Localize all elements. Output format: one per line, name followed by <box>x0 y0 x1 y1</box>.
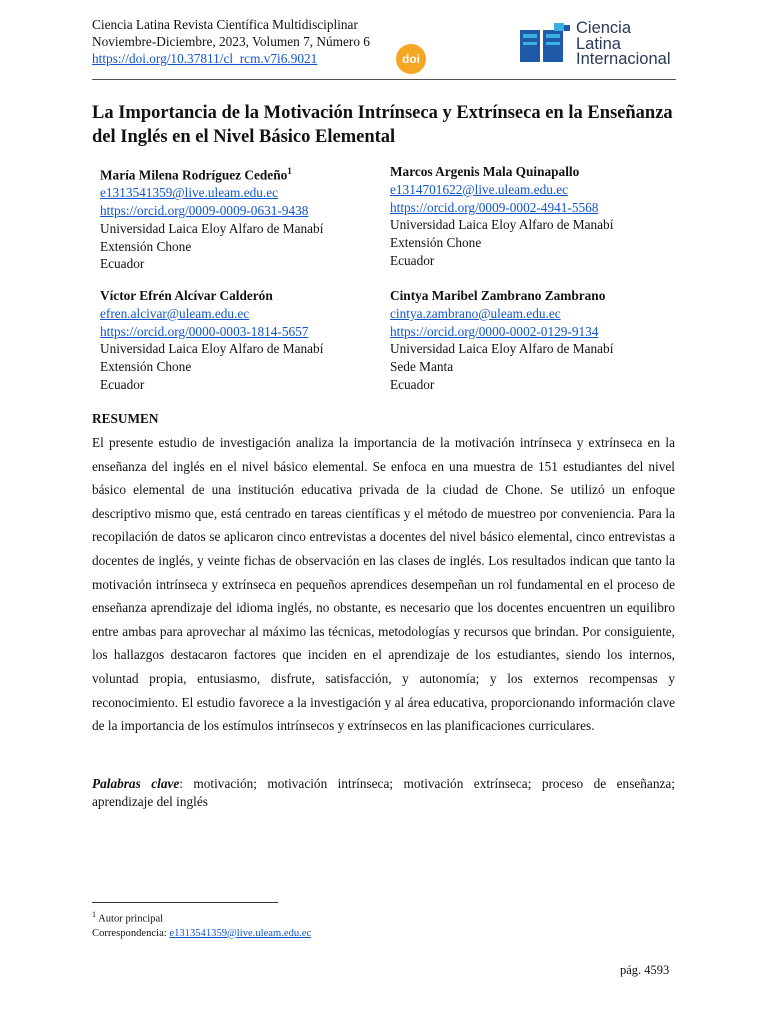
page-number: pág. 4593 <box>620 963 670 977</box>
keywords-text: : motivación; motivación intrínseca; motivación extrínseca; proceso de enseñanza; aprendizaje del inglés <box>92 776 675 809</box>
paper-title: La Importancia de la Motivación Intrínseca y Extrínseca en la Enseñanza del Inglés en el Nivel Básico Elemental <box>92 103 673 147</box>
correspondence-label: Correspondencia: <box>92 927 170 939</box>
logo-line-3: Internacional <box>576 50 671 68</box>
author-campus: Sede Manta <box>390 359 454 375</box>
logo-text <box>576 21 670 68</box>
author-country: Ecuador <box>390 376 435 392</box>
author-footnote-marker: 1 <box>287 166 292 176</box>
author-orcid[interactable]: https://orcid.org/0000-0003-1814-5657 <box>100 323 309 339</box>
footnote-divider <box>92 902 278 903</box>
author-block-3 <box>100 287 385 394</box>
author-email[interactable]: e1313541359@live.uleam.edu.ec <box>100 185 279 201</box>
footnote-note: Autor principal <box>98 913 164 925</box>
author-email[interactable]: efren.alcivar@uleam.edu.ec <box>100 305 250 321</box>
doi-icon: doi <box>396 44 426 74</box>
footnote-marker: 1 <box>92 910 96 919</box>
page-header <box>92 16 676 78</box>
abstract-text: El presente estudio de investigación analiza la importancia de la motivación intrínseca y extrínseca en la enseñanza del inglés en el nivel básico elemental. Se enfoca en una muestra de 151 estudiantes del nivel básico elemental de una institución educativa privada de la ciudad de Chone. Se utilizó un enfoque descriptivo mismo que, está centrado en tareas científicas y el método de muestreo por conveniencia. Para la recopilación de datos se aplicaron cinco entrevistas a docentes del nivel básico elemental, cinco entrevistas a docentes de inglés, y veinte fichas de observación en las clases de inglés. Los resultados indican que tanto la motivación intrínseca y extrínseca en pequeños aprendices desempeñan un rol fundamental en el proceso de enseñanza aprendizaje del idioma inglés, no obstante, es necesario que los docentes encuentren un equilibro entre ambas para aprovechar al máximo las técnicas, metodologías y recursos que brindan. Por consiguiente, los hallazgos destacaron factores que inciden en el aprendizaje de los estudiantes, siendo los internos, voluntad propia, entusiasmo, disfrute, satisfacción, y autonomía; y los externos recompensas y reconocimiento. El estudio favorece a la investigación y al área educativa, proporcionando información clave de la importancia de los estímulos intrínsecos y extrínsecos en las planificaciones curriculares. <box>92 435 675 734</box>
correspondence-email[interactable]: e1313541359@live.uleam.edu.ec <box>169 927 312 939</box>
keywords <box>92 775 675 810</box>
author-name: Víctor Efrén Alcívar Calderón <box>100 288 273 303</box>
author-block-1 <box>100 163 385 273</box>
author-campus: Extensión Chone <box>390 235 482 251</box>
author-name: Marcos Argenis Mala Quinapallo <box>390 164 580 179</box>
author-email[interactable]: e1314701622@live.uleam.edu.ec <box>390 181 569 197</box>
author-institution: Universidad Laica Eloy Alfaro de Manabí <box>390 341 614 357</box>
issue-info: Noviembre-Diciembre, 2023, Volumen 7, Número 6 <box>92 34 370 49</box>
author-name: Cintya Maribel Zambrano Zambrano <box>390 288 606 303</box>
doi-link[interactable]: https://doi.org/10.37811/cl_rcm.v7i6.9021 <box>92 51 318 66</box>
open-book-icon <box>516 22 572 68</box>
author-email[interactable]: cintya.zambrano@uleam.edu.ec <box>390 305 561 321</box>
author-institution: Universidad Laica Eloy Alfaro de Manabí <box>390 217 614 233</box>
keywords-label: Palabras clave <box>92 776 180 791</box>
journal-logo <box>516 18 676 70</box>
author-campus: Extensión Chone <box>100 238 192 254</box>
author-country: Ecuador <box>100 256 145 272</box>
footnote <box>92 908 311 941</box>
logo-line-1: Ciencia <box>576 19 632 37</box>
author-block-2 <box>390 163 675 270</box>
header-divider <box>92 79 676 80</box>
author-orcid[interactable]: https://orcid.org/0009-0009-0631-9438 <box>100 203 309 219</box>
author-orcid[interactable]: https://orcid.org/0000-0002-0129-9134 <box>390 323 599 339</box>
author-block-4 <box>390 287 675 394</box>
author-institution: Universidad Laica Eloy Alfaro de Manabí <box>100 220 324 236</box>
author-country: Ecuador <box>390 252 435 268</box>
author-name: María Milena Rodríguez Cedeño$^1$ <box>100 166 292 183</box>
journal-name: Ciencia Latina Revista Científica Multidisciplinar <box>92 17 358 32</box>
logo-line-2: Latina <box>576 34 621 53</box>
author-campus: Extensión Chone <box>100 359 192 375</box>
author-institution: Universidad Laica Eloy Alfaro de Manabí <box>100 341 324 357</box>
author-orcid[interactable]: https://orcid.org/0009-0002-4941-5568 <box>390 199 599 215</box>
author-country: Ecuador <box>100 376 145 392</box>
abstract-heading: RESUMEN <box>92 411 159 426</box>
